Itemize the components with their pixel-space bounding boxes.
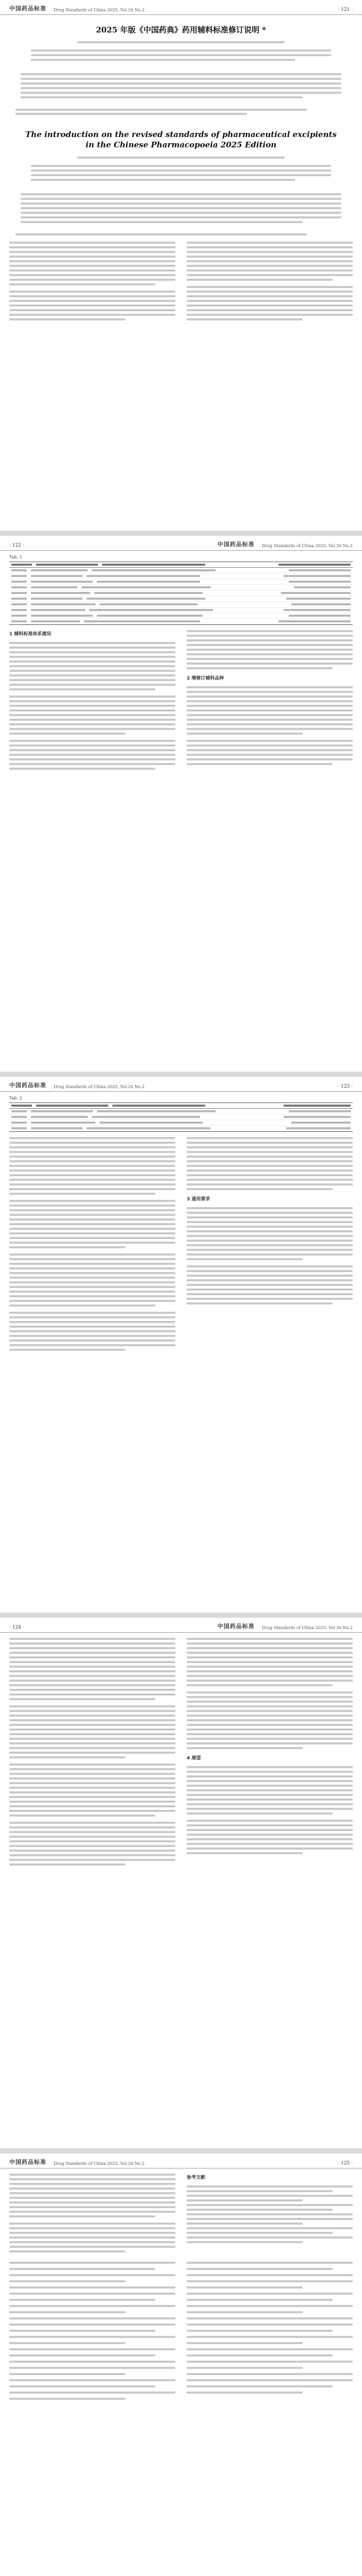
section-heading: 3 通用要求 bbox=[187, 1197, 210, 1202]
journal-title: 中国药品标准 bbox=[217, 1623, 255, 1630]
table-row bbox=[9, 1109, 353, 1114]
table-row bbox=[9, 573, 353, 579]
body-columns bbox=[0, 236, 362, 326]
keywords-en bbox=[0, 232, 362, 236]
article-page-3 bbox=[0, 1077, 362, 1613]
body-paragraph bbox=[9, 1312, 175, 1351]
body-paragraph bbox=[187, 1691, 353, 1749]
page-number: · 121 · bbox=[338, 7, 353, 12]
page-number: · 124 · bbox=[9, 1625, 24, 1630]
section-heading: 2 增修订辅料品种 bbox=[187, 676, 224, 681]
reference-list bbox=[187, 2262, 353, 2400]
body-paragraph bbox=[187, 1820, 353, 1854]
abstract-en bbox=[15, 189, 347, 227]
data-table bbox=[9, 562, 353, 625]
reference-list bbox=[9, 2262, 175, 2400]
section-heading: 1 辅料标准体系建设 bbox=[9, 632, 52, 637]
body-paragraph bbox=[9, 2223, 175, 2252]
journal-title: 中国药品标准 bbox=[9, 2159, 46, 2165]
article-title-zh: 2025 年版《中国药典》药用辅料标准修订说明 * bbox=[95, 25, 267, 35]
table-caption bbox=[0, 1092, 362, 1103]
body-paragraph bbox=[187, 740, 353, 765]
table-row bbox=[9, 607, 353, 613]
table-label: Tab. 1 bbox=[9, 555, 22, 560]
authors-zh bbox=[0, 38, 362, 46]
table-header-row bbox=[9, 1103, 353, 1109]
table-row bbox=[9, 590, 353, 596]
table-row bbox=[9, 1120, 353, 1126]
journal-issue: Drug Standards of China 2025, Vol.26 No.2 bbox=[54, 1084, 145, 1089]
body-paragraph bbox=[9, 2174, 175, 2217]
body-paragraph bbox=[9, 1137, 175, 1195]
journal-title: 中国药品标准 bbox=[9, 1082, 46, 1089]
reference-columns bbox=[0, 2258, 362, 2404]
journal-title: 中国药品标准 bbox=[9, 5, 46, 12]
authors-en bbox=[0, 154, 362, 162]
article-page-5 bbox=[0, 2154, 362, 2576]
article-page-4 bbox=[0, 1618, 362, 2148]
page-separator bbox=[0, 2148, 362, 2154]
references-heading: 参考文献 bbox=[187, 2175, 206, 2180]
body-paragraph bbox=[187, 286, 353, 320]
body-paragraph bbox=[9, 642, 175, 690]
running-header bbox=[0, 536, 362, 551]
table-row bbox=[9, 1114, 353, 1120]
page-separator bbox=[0, 531, 362, 536]
running-header bbox=[0, 1077, 362, 1092]
journal-issue: Drug Standards of China 2025, Vol.26 No.2 bbox=[261, 544, 353, 548]
body-paragraph bbox=[187, 630, 353, 669]
body-columns bbox=[0, 625, 362, 775]
affiliations-zh bbox=[0, 46, 362, 64]
journal-issue: Drug Standards of China 2025, Vol.26 No.2 bbox=[54, 2161, 145, 2166]
article-page-2 bbox=[0, 536, 362, 1072]
table-row bbox=[9, 602, 353, 607]
page-separator bbox=[0, 1072, 362, 1077]
article-title-en: The introduction on the revised standards of pharmaceutical excipients in the Chinese Pharmacopoeia 2025 Edition bbox=[25, 130, 337, 150]
journal-issue: Drug Standards of China 2025, Vol.26 No.2 bbox=[261, 1625, 353, 1630]
body-columns bbox=[0, 1132, 362, 1356]
body-paragraph bbox=[9, 696, 175, 735]
section-heading: 4 展望 bbox=[187, 1756, 201, 1761]
page-number: · 122 · bbox=[9, 543, 24, 548]
page-number: · 123 · bbox=[338, 1084, 353, 1089]
table-row bbox=[9, 613, 353, 619]
table-label: Tab. 2 bbox=[9, 1096, 22, 1100]
body-paragraph bbox=[187, 1766, 353, 1815]
body-columns bbox=[0, 1633, 362, 1871]
body-paragraph bbox=[187, 1638, 353, 1686]
body-paragraph bbox=[9, 1253, 175, 1307]
journal-title: 中国药品标准 bbox=[217, 541, 255, 548]
body-paragraph bbox=[9, 1822, 175, 1866]
running-header bbox=[0, 2154, 362, 2168]
page-number: · 125 · bbox=[338, 2161, 353, 2166]
reference-list bbox=[187, 2185, 353, 2243]
body-paragraph bbox=[9, 1764, 175, 1817]
keywords-zh bbox=[0, 108, 362, 112]
body-paragraph bbox=[9, 291, 175, 320]
body-paragraph bbox=[9, 1200, 175, 1248]
abstract-zh bbox=[15, 69, 347, 103]
journal-issue: Drug Standards of China 2025, Vol.26 No.2 bbox=[54, 8, 145, 12]
body-paragraph bbox=[187, 686, 353, 735]
article-page-1 bbox=[0, 0, 362, 531]
table-row bbox=[9, 568, 353, 573]
table-row bbox=[9, 596, 353, 602]
affiliations-en bbox=[0, 162, 362, 184]
table-header-row bbox=[9, 562, 353, 568]
body-paragraph bbox=[187, 1207, 353, 1260]
body-paragraph bbox=[9, 242, 175, 285]
body-paragraph bbox=[187, 1265, 353, 1304]
table-row bbox=[9, 1126, 353, 1131]
body-paragraph bbox=[9, 740, 175, 770]
table-row bbox=[9, 579, 353, 585]
body-paragraph bbox=[187, 242, 353, 281]
body-paragraph bbox=[187, 1137, 353, 1190]
page-separator bbox=[0, 1613, 362, 1618]
running-header bbox=[0, 1618, 362, 1633]
doi-line bbox=[0, 112, 362, 119]
data-table bbox=[9, 1103, 353, 1132]
table-row bbox=[9, 619, 353, 624]
body-columns bbox=[0, 2168, 362, 2258]
running-header bbox=[0, 0, 362, 15]
body-paragraph bbox=[9, 1638, 175, 1700]
table-row bbox=[9, 585, 353, 590]
body-paragraph bbox=[9, 1705, 175, 1758]
table-caption bbox=[0, 551, 362, 562]
